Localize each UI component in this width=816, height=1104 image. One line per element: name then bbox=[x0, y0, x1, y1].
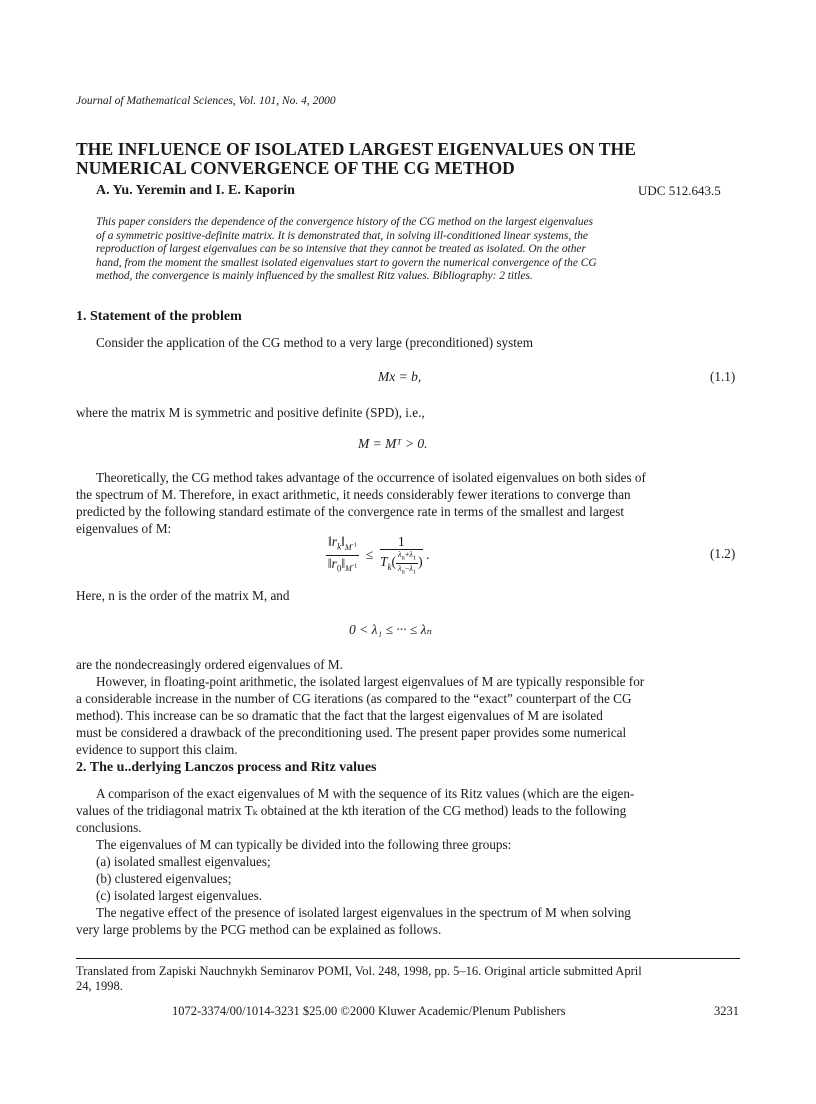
paragraph-line: A comparison of the exact eigenvalues of M with the sequence of its Ritz values (which are the eigen- bbox=[96, 786, 635, 801]
paragraph-line: However, in floating-point arithmetic, the isolated largest eigenvalues of M are typically responsible for bbox=[96, 674, 645, 689]
paragraph-line: a considerable increase in the number of CG iterations (as compared to the “exact” counterpart of the CG bbox=[76, 691, 632, 706]
paragraph: Consider the application of the CG method to a very large (preconditioned) system bbox=[96, 335, 534, 350]
paragraph-line: evidence to support this claim. bbox=[76, 742, 238, 757]
paragraph-line: values of the tridiagonal matrix Tₖ obtained at the kth iteration of the CG method) leads to the following bbox=[76, 803, 627, 818]
footnote-rule bbox=[76, 958, 740, 959]
translation-note bbox=[76, 964, 740, 993]
list-item: (c) isolated largest eigenvalues. bbox=[96, 888, 263, 903]
abstract-line: method, the convergence is mainly influenced by the smallest Ritz values. Bibliography: 2 titles. bbox=[96, 270, 533, 283]
paper-title bbox=[76, 140, 756, 178]
paragraph-line: must be considered a drawback of the preconditioning used. The present paper provides some numerical bbox=[76, 725, 627, 740]
paragraph-line: method). This increase can be so dramatic that the fact that the largest eigenvalues of M are isolated bbox=[76, 708, 603, 723]
title-line-1: THE INFLUENCE OF ISOLATED LARGEST EIGENVALUES ON THE bbox=[76, 139, 637, 159]
abstract bbox=[96, 216, 742, 284]
paragraph-line: conclusions. bbox=[76, 820, 142, 835]
paragraph-line: the spectrum of M. Therefore, in exact arithmetic, it needs considerably fewer iterations to converge than bbox=[76, 487, 631, 502]
paragraph-line: very large problems by the PCG method can be explained as follows. bbox=[76, 922, 442, 937]
paragraph: The eigenvalues of M can typically be divided into the following three groups: bbox=[96, 837, 512, 852]
section-1-heading: 1. Statement of the problem bbox=[76, 309, 242, 324]
paragraph-line: Theoretically, the CG method takes advantage of the occurrence of isolated eigenvalues on both sides of bbox=[96, 470, 646, 485]
paragraph-line: predicted by the following standard estimate of the convergence rate in terms of the smallest and largest bbox=[76, 504, 625, 519]
equation-number: (1.1) bbox=[710, 369, 736, 384]
section-2-heading: 2. The u..derlying Lanczos process and Ritz values bbox=[76, 760, 377, 775]
abstract-line: This paper considers the dependence of the convergence history of the CG method on the largest eigenvalues bbox=[96, 216, 594, 228]
issn-line: 1072-3374/00/1014-3231 $25.00 ©2000 Kluwer Academic/Plenum Publishers bbox=[172, 1004, 566, 1018]
abstract-line: hand, from the moment the smallest isolated eigenvalues start to govern the numerical convergence of the CG bbox=[96, 256, 597, 269]
residual-ratio: $\frac{‖r_k‖_{M^{-1}}}{‖r_0‖_{M^{-1}}}$ bbox=[327, 534, 358, 574]
list-item: (a) isolated smallest eigenvalues; bbox=[96, 854, 271, 869]
translation-note-line: 24, 1998. bbox=[76, 978, 123, 993]
abstract-line: of a symmetric positive-definite matrix. It is demonstrated that, in solving ill-conditioned linear systems, the bbox=[96, 229, 588, 242]
journal-header: Journal of Mathematical Sciences, Vol. 101, No. 4, 2000 bbox=[76, 95, 336, 107]
equation-eigen-order: 0 < λ₁ ≤ ··· ≤ λₙ bbox=[349, 622, 432, 637]
abstract-line: reproduction of largest eigenvalues can be so intensive that they cannot be treated as isolated. On the other bbox=[96, 243, 586, 256]
translation-note-line: Translated from Zapiski Nauchnykh Seminarov POMI, Vol. 248, 1998, pp. 5–16. Original article submitted April bbox=[76, 964, 642, 978]
equation-spd: M = Mᵀ > 0. bbox=[358, 436, 428, 451]
paragraph-line: eigenvalues of M: bbox=[76, 521, 172, 536]
page-number: 3231 bbox=[714, 1004, 739, 1018]
paragraph: where the matrix M is symmetric and positive definite (SPD), i.e., bbox=[76, 405, 425, 420]
paragraph: Here, n is the order of the matrix M, and bbox=[76, 588, 290, 603]
udc-code: UDC 512.643.5 bbox=[638, 183, 721, 198]
paragraph: are the nondecreasingly ordered eigenvalues of M. bbox=[76, 657, 343, 672]
equation-1-1: Mx = b, bbox=[378, 369, 422, 384]
equation-1-2: $\frac{‖r_k‖_{M^{-1}}}{‖r_0‖_{M^{-1}}}$ ≤ 1 $T_k$( $\frac{\lambda_n+\lambda_1}{\lambda_n-\lambda_1}$ ) . bbox=[327, 534, 430, 576]
chebyshev-bound: 1 $T_k$( $\frac{\lambda_n+\lambda_1}{\lambda_n-\lambda_1}$ ) bbox=[380, 534, 423, 576]
equation-number: (1.2) bbox=[710, 546, 736, 561]
paragraph-line: The negative effect of the presence of isolated largest eigenvalues in the spectrum of M when solving bbox=[96, 905, 631, 920]
title-line-2: NUMERICAL CONVERGENCE OF THE CG METHOD bbox=[76, 158, 515, 178]
authors: A. Yu. Yeremin and I. E. Kaporin bbox=[96, 183, 295, 198]
list-item: (b) clustered eigenvalues; bbox=[96, 871, 232, 886]
